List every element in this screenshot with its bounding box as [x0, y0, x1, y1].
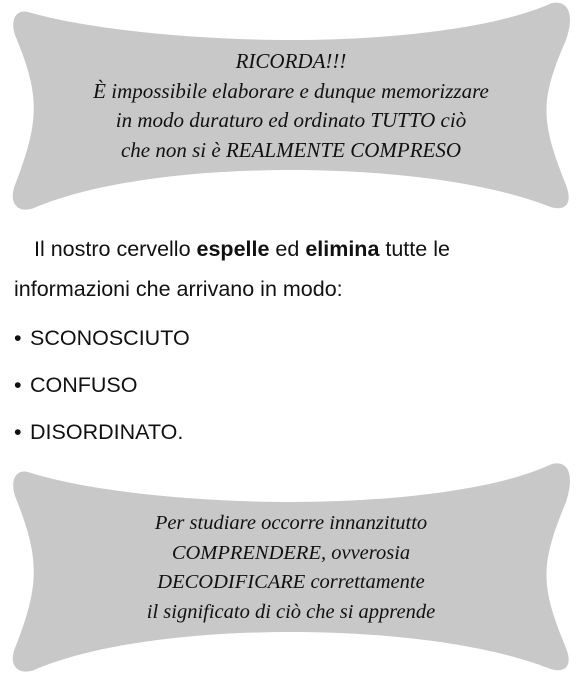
bold-espelle: espelle: [196, 237, 270, 261]
banner-line: RICORDA!!!: [235, 49, 347, 73]
bullet-icon: •: [14, 326, 22, 350]
banner-definition: [0, 460, 582, 677]
bullet-icon: •: [14, 420, 22, 444]
para-text: Il nostro cervello: [34, 237, 197, 261]
banner-line: È impossibile elaborare e dunque memorizzare: [93, 78, 489, 103]
body-text: [14, 229, 574, 456]
para-text: informazioni che arrivano in modo:: [14, 277, 343, 301]
list-item-label: CONFUSO: [30, 373, 138, 397]
banner-line: il significato di ciò che si apprende: [146, 600, 436, 623]
intro-paragraph: [14, 229, 574, 309]
bold-elimina: elimina: [305, 237, 380, 261]
list-item: [14, 409, 574, 456]
banner-line: che non si è REALMENTE COMPRESO: [120, 137, 462, 162]
banner-line: COMPRENDERE, ovverosia: [171, 541, 411, 564]
banner-reminder: [0, 0, 582, 215]
bullet-list: [14, 315, 574, 456]
banner-line: Per studiare occorre innanzitutto: [154, 512, 428, 534]
bullet-icon: •: [14, 373, 22, 397]
list-item-label: DISORDINATO.: [30, 420, 184, 444]
banner-line: DECODIFICARE correttamente: [157, 571, 425, 593]
banner-line: in modo duraturo ed ordinato TUTTO ciò: [115, 108, 467, 132]
list-item: [14, 315, 574, 362]
list-item: [14, 362, 574, 409]
para-text: ed: [269, 237, 306, 261]
list-item-label: SCONOSCIUTO: [30, 326, 190, 350]
para-text: tutte le: [379, 237, 450, 261]
